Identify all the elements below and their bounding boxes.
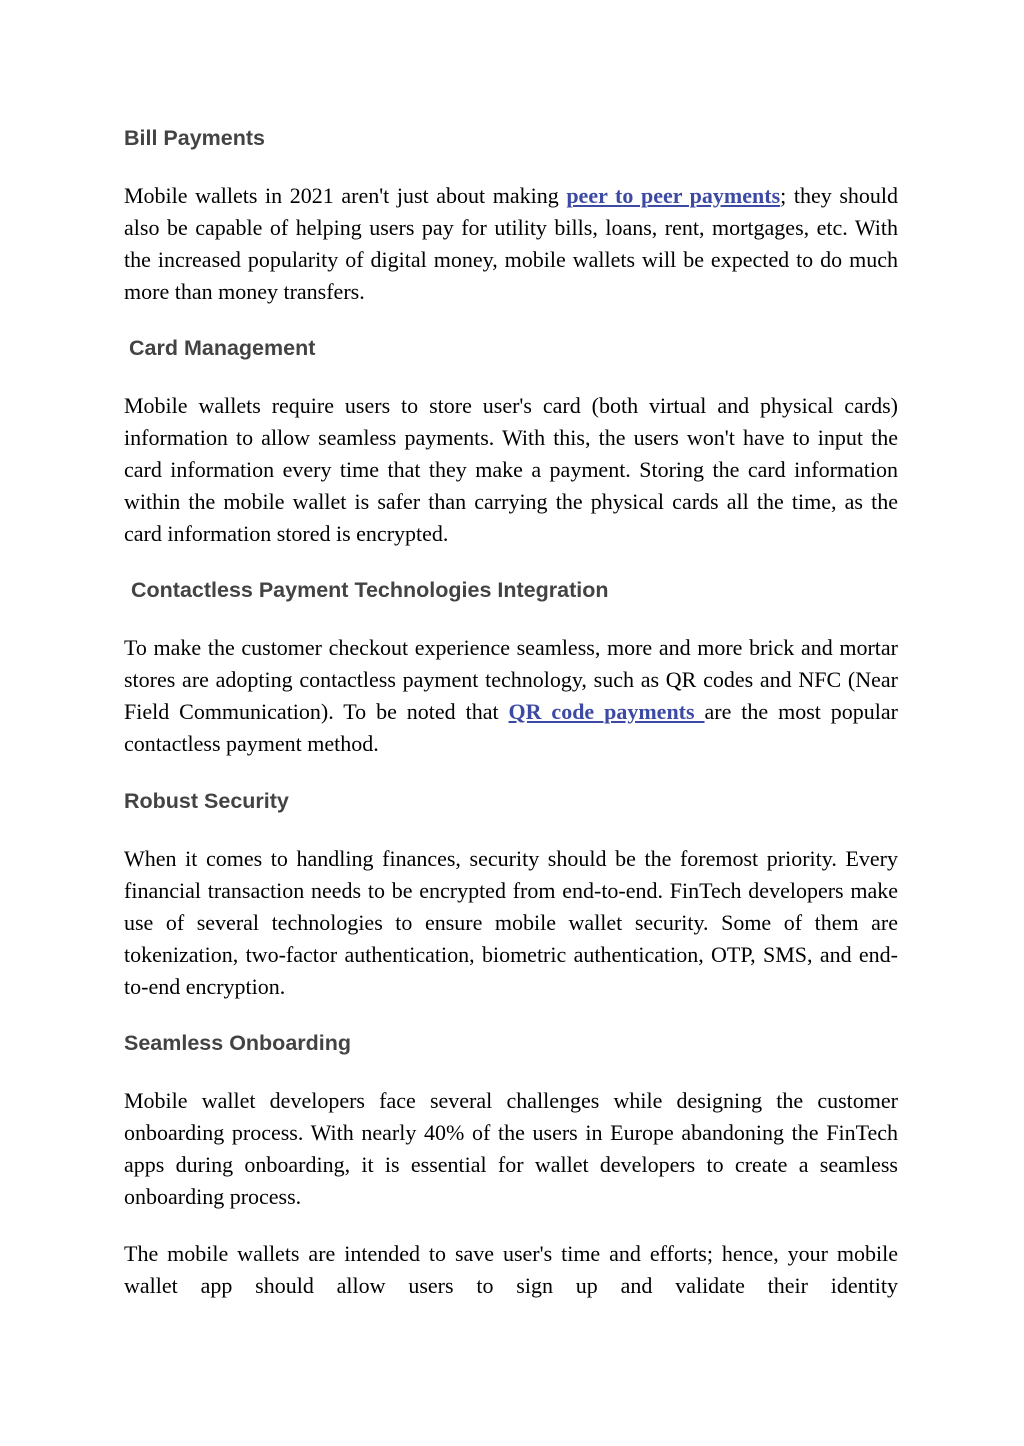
- paragraph-seamless-onboarding: Mobile wallet developers face several challenges while designing the customer onboarding process. With nearly 40% of the users in Europe abandoning the FinTech apps during onboarding, it is essential for wallet developers to create a seamless onboarding process.: [124, 1088, 898, 1209]
- paragraph-card-management: Mobile wallets require users to store user's card (both virtual and physical cards) information to allow seamless payments. With this, the users won't have to input the card information every time that they make a payment. Storing the card information within the mobile wallet is safer than carrying the physical cards all the time, as the card information stored is encrypted.: [124, 393, 898, 546]
- paragraph-contactless-payment: [124, 632, 898, 760]
- peer-to-peer-payments-link[interactable]: peer to peer payments: [566, 183, 781, 208]
- qr-code-payments-link[interactable]: QR code payments: [508, 699, 705, 724]
- heading-card-management: Card Management: [129, 336, 316, 360]
- heading-robust-security: Robust Security: [124, 789, 289, 813]
- heading-seamless-onboarding: Seamless Onboarding: [124, 1031, 352, 1055]
- heading-contactless-payment: Contactless Payment Technologies Integration: [131, 578, 609, 602]
- paragraph-bill-payments: [124, 180, 898, 308]
- paragraph-text: ; they should also be capable of helping users pay for utility bills, loans, rent, mortgages, etc. With the increased popularity of digital money, mobile wallets will be expected to do much more than money transfers.: [124, 183, 898, 304]
- paragraph-text: Mobile wallets in 2021 aren't just about making: [124, 183, 567, 208]
- paragraph-text: are the most popular contactless payment method.: [124, 699, 898, 756]
- paragraph-mobile-wallets-intent: The mobile wallets are intended to save user's time and efforts; hence, your mobile wallet app should allow users to sign up and validate their identity: [124, 1241, 898, 1298]
- paragraph-robust-security: When it comes to handling finances, security should be the foremost priority. Every financial transaction needs to be encrypted from end-to-end. FinTech developers make use of several technologies to ensure mobile wallet security. Some of them are tokenization, two-factor authentication, biometric authentication, OTP, SMS, and end-to-end encryption.: [124, 846, 898, 999]
- paragraph-text: To make the customer checkout experience seamless, more and more brick and mortar stores are adopting contactless payment technology, such as QR codes and NFC (Near Field Communication). To be noted that: [124, 635, 898, 724]
- heading-bill-payments: Bill Payments: [124, 126, 265, 150]
